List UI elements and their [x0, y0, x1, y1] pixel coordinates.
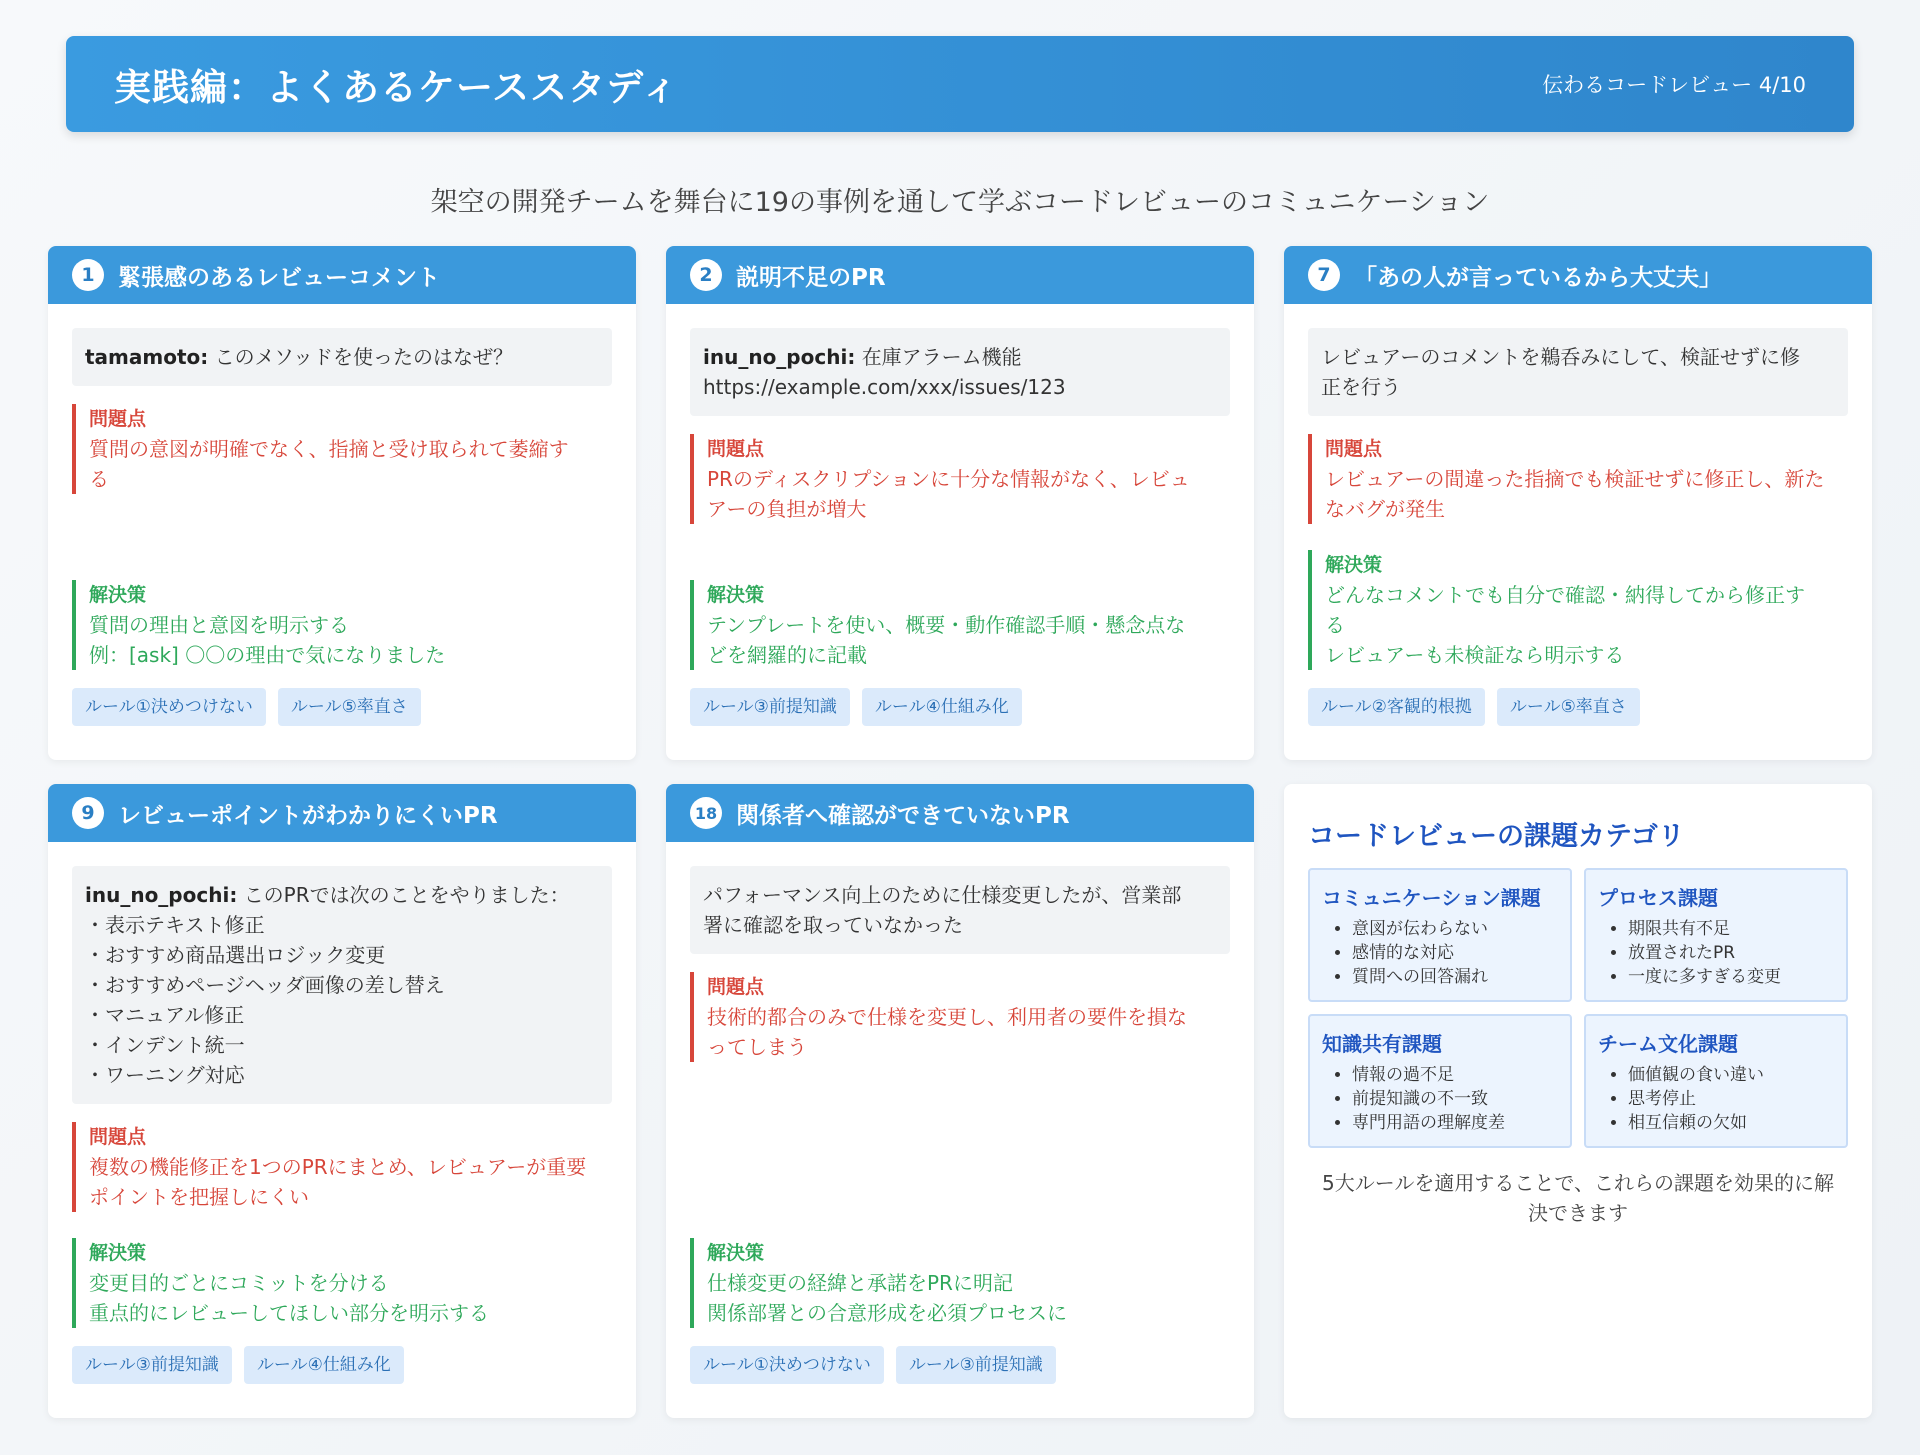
- solution-text-line: どを網羅的に記載: [707, 643, 867, 667]
- rule-tag: ルール④仕組み化: [862, 688, 1022, 726]
- solution-section: [72, 580, 612, 670]
- problem-text-line: 複数の機能修正を1つのPRにまとめ、レビュアーが重要: [89, 1155, 587, 1179]
- case-card-header: [1284, 246, 1872, 304]
- quote-line: パフォーマンス向上のために仕様変更したが、営業部: [703, 883, 1182, 907]
- quote-line: レビュアーのコメントを鵜呑みにして、検証せずに修: [1321, 345, 1800, 369]
- problem-text-line: ポイントを把握しにくい: [89, 1185, 309, 1209]
- category-item: • 前提知識の不一致: [1352, 1087, 1558, 1111]
- quote-line: ・おすすめページヘッダ画像の差し替え: [85, 973, 445, 997]
- solution-label: 解決策: [707, 1242, 765, 1264]
- solution-text-line: 質問の理由と意図を明示する: [89, 613, 349, 637]
- case-quote: [690, 328, 1230, 416]
- quote-line: ・インデント統一: [85, 1033, 245, 1057]
- case-quote: [72, 328, 612, 386]
- problem-section: [72, 404, 612, 494]
- solution-label: 解決策: [707, 584, 765, 606]
- problem-section: [1308, 434, 1848, 524]
- case-card-title: レビューポイントがわかりにくいPR: [118, 802, 498, 829]
- solution-text-line: テンプレートを使い、概要・動作確認手順・懸念点な: [707, 613, 1186, 637]
- category-note-line: 5大ルールを適用することで、これらの課題を効果的に解: [1322, 1171, 1834, 1195]
- case-card-title: 関係者へ確認ができていないPR: [736, 802, 1070, 829]
- quote-line: ・表示テキスト修正: [85, 913, 265, 937]
- category-item: • 期限共有不足: [1628, 917, 1834, 941]
- solution-text-line: どんなコメントでも自分で確認・納得してから修正す: [1325, 583, 1805, 607]
- solution-section: [690, 580, 1230, 670]
- quote-line: ・マニュアル修正: [85, 1003, 245, 1027]
- rule-tag: ルール③前提知識: [72, 1346, 232, 1384]
- case-card-title: 緊張感のあるレビューコメント: [118, 264, 440, 291]
- category-item: • 意図が伝わらない: [1352, 917, 1558, 941]
- page-title: 実践編：よくあるケーススタディ: [114, 66, 680, 109]
- problem-label: 問題点: [89, 1126, 147, 1148]
- quote-line: 正を行う: [1321, 375, 1401, 399]
- solution-label: 解決策: [1325, 554, 1383, 576]
- case-card-7: [1284, 246, 1872, 760]
- solution-text-line: 重点的にレビューしてほしい部分を明示する: [89, 1301, 489, 1325]
- category-title: コードレビューの課題カテゴリ: [1308, 821, 1685, 852]
- rule-tag: ルール①決めつけない: [690, 1346, 884, 1384]
- quote-line: ・おすすめ商品選出ロジック変更: [85, 943, 386, 967]
- solution-text-line: レビュアーも未検証なら明示する: [1325, 643, 1625, 667]
- quote-author: inu_no_pochi:: [85, 883, 238, 907]
- problem-text-line: ってしまう: [707, 1035, 807, 1059]
- case-number-badge: 9: [72, 797, 104, 829]
- category-card: [1284, 784, 1872, 1418]
- quote-line: このメソッドを使ったのはなぜ？: [214, 345, 514, 369]
- solution-text-line: る: [1325, 613, 1345, 637]
- category-box-communication: [1308, 868, 1572, 1002]
- problem-text-line: レビュアーの間違った指摘でも検証せずに修正し、新た: [1325, 467, 1825, 491]
- category-box-title: プロセス課題: [1598, 886, 1718, 910]
- case-quote: [690, 866, 1230, 954]
- rule-tags: [690, 1346, 1056, 1384]
- case-card-2: [666, 246, 1254, 760]
- quote-author: inu_no_pochi:: [703, 345, 856, 369]
- problem-label: 問題点: [707, 438, 765, 460]
- problem-section: [690, 972, 1230, 1062]
- rule-tag: ルール④仕組み化: [244, 1346, 404, 1384]
- page-header: [66, 36, 1854, 132]
- solution-text-line: 関係部署との合意形成を必須プロセスに: [707, 1301, 1067, 1325]
- rule-tags: [1308, 688, 1640, 726]
- solution-label: 解決策: [89, 1242, 147, 1264]
- problem-text-line: 技術的都合のみで仕様を変更し、利用者の要件を損な: [707, 1005, 1187, 1029]
- quote-line: ・ワーニング対応: [85, 1063, 245, 1087]
- rule-tags: [72, 1346, 404, 1384]
- rule-tag: ルール③前提知識: [690, 688, 850, 726]
- case-card-header: [48, 246, 636, 304]
- problem-text-line: アーの負担が増大: [707, 497, 867, 521]
- problem-label: 問題点: [1325, 438, 1383, 460]
- quote-line: 在庫アラーム機能: [861, 345, 1022, 369]
- problem-text-line: 質問の意図が明確でなく、指摘と受け取られて萎縮す: [89, 437, 569, 461]
- rule-tag: ルール①決めつけない: [72, 688, 266, 726]
- problem-text-line: なバグが発生: [1325, 497, 1445, 521]
- category-note: [1308, 1168, 1848, 1228]
- case-number-badge: 1: [72, 259, 104, 291]
- category-box-title: チーム文化課題: [1598, 1032, 1738, 1056]
- solution-section: [1308, 550, 1848, 670]
- category-item: • 放置されたPR: [1628, 941, 1834, 965]
- category-item: • 専門用語の理解度差: [1352, 1111, 1558, 1135]
- case-card-1: [48, 246, 636, 760]
- problem-section: [690, 434, 1230, 524]
- category-box-title: 知識共有課題: [1322, 1032, 1442, 1056]
- case-number-badge: 2: [690, 259, 722, 291]
- case-card-header: [48, 784, 636, 842]
- category-box-culture: [1584, 1014, 1848, 1148]
- page-subtitle: 架空の開発チームを舞台に19の事例を通して学ぶコードレビューのコミュニケーション: [430, 187, 1490, 218]
- quote-line: このPRでは次のことをやりました：: [243, 883, 570, 907]
- category-item: • 情報の過不足: [1352, 1063, 1558, 1087]
- case-number-badge: 18: [690, 797, 722, 829]
- category-item: • 相互信頼の欠如: [1628, 1111, 1834, 1135]
- category-item: • 思考停止: [1628, 1087, 1834, 1111]
- problem-label: 問題点: [707, 976, 765, 998]
- solution-text-line: 例：[ask] 〇〇の理由で気になりました: [89, 643, 446, 667]
- category-box-title: コミュニケーション課題: [1322, 886, 1541, 910]
- case-card-18: [666, 784, 1254, 1418]
- problem-section: [72, 1122, 612, 1212]
- case-card-title: 説明不足のPR: [736, 264, 886, 291]
- problem-text-line: PRのディスクリプションに十分な情報がなく、レビュ: [707, 467, 1190, 491]
- quote-line: https://example.com/xxx/issues/123: [703, 375, 1066, 399]
- category-item: • 価値観の食い違い: [1628, 1063, 1834, 1087]
- problem-text-line: る: [89, 467, 109, 491]
- category-item: • 一度に多すぎる変更: [1628, 965, 1834, 989]
- solution-section: [690, 1238, 1230, 1328]
- category-item: • 感情的な対応: [1352, 941, 1558, 965]
- quote-author: tamamoto:: [85, 345, 209, 369]
- page-number-label: 伝わるコードレビュー 4/10: [1542, 73, 1806, 97]
- category-note-line: 決できます: [1528, 1201, 1628, 1225]
- solution-text-line: 仕様変更の経緯と承諾をPRに明記: [707, 1271, 1013, 1295]
- solution-section: [72, 1238, 612, 1328]
- rule-tag: ルール②客観的根拠: [1308, 688, 1485, 726]
- case-quote: [1308, 328, 1848, 416]
- solution-label: 解決策: [89, 584, 147, 606]
- problem-label: 問題点: [89, 408, 147, 430]
- rule-tag: ルール③前提知識: [896, 1346, 1056, 1384]
- category-item: • 質問への回答漏れ: [1352, 965, 1558, 989]
- solution-text-line: 変更目的ごとにコミットを分ける: [89, 1271, 389, 1295]
- case-card-9: [48, 784, 636, 1418]
- case-quote: [72, 866, 612, 1104]
- rule-tags: [690, 688, 1022, 726]
- rule-tags: [72, 688, 421, 726]
- category-box-knowledge: [1308, 1014, 1572, 1148]
- case-card-header: [666, 784, 1254, 842]
- category-box-process: [1584, 868, 1848, 1002]
- quote-line: 署に確認を取っていなかった: [703, 913, 963, 937]
- case-card-header: [666, 246, 1254, 304]
- case-number-badge: 7: [1308, 259, 1340, 291]
- rule-tag: ルール⑤率直さ: [278, 688, 421, 726]
- case-card-title: 「あの人が言っているから大丈夫」: [1354, 264, 1722, 291]
- rule-tag: ルール⑤率直さ: [1497, 688, 1640, 726]
